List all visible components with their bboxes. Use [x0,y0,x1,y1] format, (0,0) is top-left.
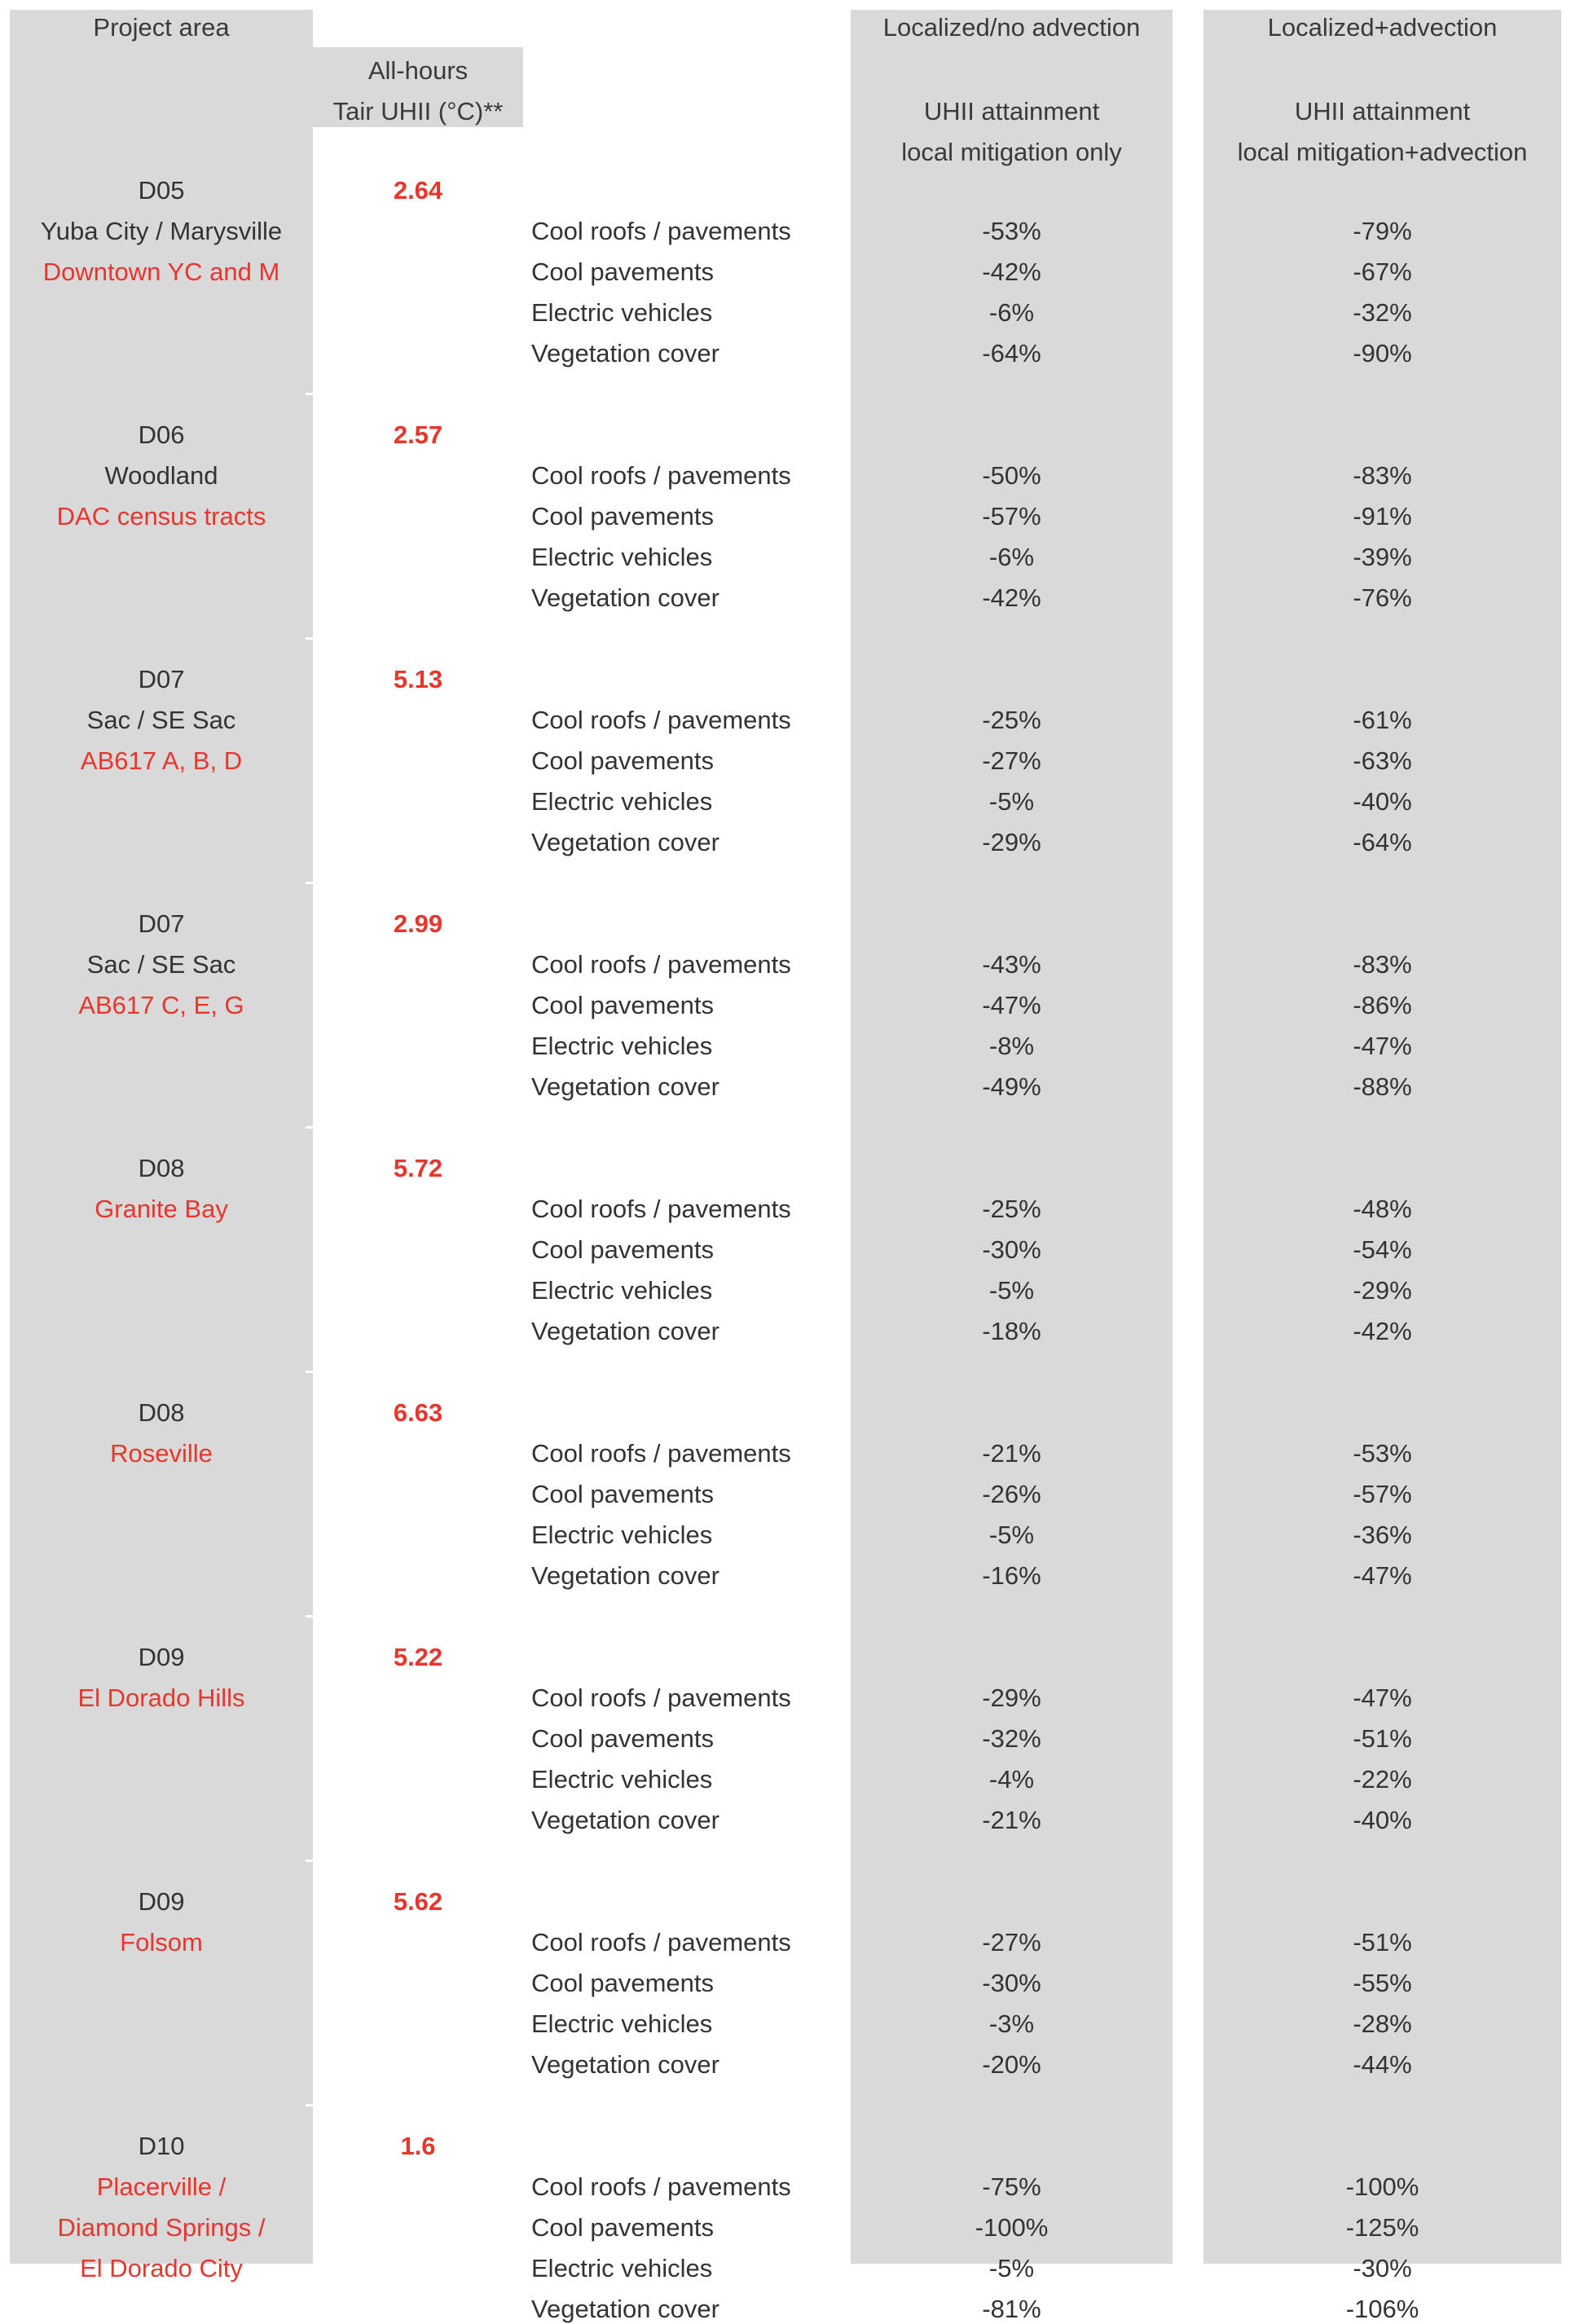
strategy-name: Electric vehicles [531,2009,713,2038]
strategy-name: Vegetation cover [531,1317,719,1345]
strategy-name: Cool pavements [531,502,715,530]
strategy-name: Cool roofs / pavements [531,1684,791,1712]
project-area-column-band [10,10,313,2264]
uhii-value: 5.62 [393,1887,443,1916]
advection-value: -47% [1353,1684,1412,1712]
strategy-name: Vegetation cover [531,828,719,856]
uhii-value: 2.99 [393,909,443,938]
advection-value: -64% [1353,828,1412,856]
uhii-value: 5.13 [393,665,443,693]
strategy-name: Vegetation cover [531,1806,719,1834]
advection-value: -40% [1353,1806,1412,1834]
strategy-name: Cool pavements [531,2213,715,2242]
header-no-advection-sub [851,91,1173,173]
strategy-name: Cool pavements [531,991,715,1019]
no-advection-value: -18% [982,1317,1041,1345]
no-advection-value: -6% [988,298,1035,327]
no-advection-value: -5% [988,787,1035,816]
advection-value: -22% [1353,1765,1412,1794]
no-advection-value: -21% [982,1806,1041,1834]
project-area-name: Yuba City / Marysville [40,217,283,245]
no-advection-value: -25% [982,706,1041,734]
uhii-value: 2.64 [393,176,443,205]
project-area-name: El Dorado City [80,2254,243,2282]
advection-value: -47% [1353,1561,1412,1590]
uhii-value: 5.72 [393,1154,443,1182]
advection-value: -79% [1353,217,1412,245]
strategy-name: Electric vehicles [531,1521,713,1549]
no-advection-value: -30% [982,1969,1041,1997]
advection-value: -106% [1345,2295,1419,2323]
strategy-name: Cool roofs / pavements [531,217,791,245]
no-advection-value: -25% [982,1195,1041,1223]
header-no-advection-sub1: UHII attainment [923,97,1100,125]
advection-value: -86% [1353,991,1412,1019]
no-advection-value: -42% [982,583,1041,612]
project-area-name: Folsom [120,1928,203,1956]
header-advection-sub1: UHII attainment [1294,97,1471,125]
advection-value: -88% [1353,1072,1412,1101]
strategy-name: Electric vehicles [531,543,713,571]
strategy-name: Cool roofs / pavements [531,1439,791,1468]
uhii-value: 2.57 [393,420,443,449]
no-advection-value: -3% [988,2009,1035,2038]
strategy-name: Cool roofs / pavements [531,706,791,734]
no-advection-value: -81% [982,2295,1041,2323]
project-area-name: Downtown YC and M [42,257,280,286]
strategy-name: Cool roofs / pavements [531,2172,791,2201]
project-area-name: DAC census tracts [56,502,266,530]
header-uhii-line2: Tair UHII (°C)** [332,97,504,125]
advection-value: -51% [1353,1928,1412,1956]
project-code: D09 [138,1643,185,1671]
project-area-name: Granite Bay [95,1195,228,1223]
project-area-name: Roseville [110,1439,213,1468]
row-separator [306,1860,313,1862]
strategy-name: Cool roofs / pavements [531,461,791,490]
advection-value: -76% [1353,583,1412,612]
advection-value: -32% [1353,298,1412,327]
project-area-name: AB617 A, B, D [80,746,243,775]
row-separator [306,1615,313,1618]
advection-value: -54% [1353,1235,1412,1264]
no-advection-value: -42% [982,257,1041,286]
project-code: D07 [138,665,185,693]
no-advection-value: -49% [982,1072,1041,1101]
advection-value: -61% [1353,706,1412,734]
strategy-name: Vegetation cover [531,2050,719,2079]
header-advection-title: Localized+advection [1267,13,1498,42]
strategy-name: Electric vehicles [531,1032,713,1060]
no-advection-value: -57% [982,502,1041,530]
project-code: D08 [138,1398,185,1427]
no-advection-value: -43% [982,950,1041,979]
no-advection-value: -64% [982,339,1041,368]
strategy-name: Electric vehicles [531,1276,713,1305]
strategy-name: Cool pavements [531,1724,715,1753]
no-advection-value: -32% [982,1724,1041,1753]
project-code: D07 [138,909,185,938]
strategy-name: Vegetation cover [531,339,719,368]
strategy-name: Electric vehicles [531,2254,713,2282]
advection-value: -40% [1353,787,1412,816]
project-code: D06 [138,420,185,449]
strategy-name: Vegetation cover [531,2295,719,2323]
project-code: D09 [138,1887,185,1916]
no-advection-value: -29% [982,828,1041,856]
no-advection-value: -50% [982,461,1041,490]
strategy-name: Cool roofs / pavements [531,1928,791,1956]
no-advection-value: -75% [982,2172,1041,2201]
row-separator [306,1126,313,1129]
advection-value: -39% [1353,543,1412,571]
strategy-name: Vegetation cover [531,1072,719,1101]
strategy-name: Vegetation cover [531,1561,719,1590]
project-code: D10 [138,2132,185,2160]
row-separator [306,2104,313,2106]
uhii-value: 6.63 [393,1398,443,1427]
strategy-name: Electric vehicles [531,787,713,816]
header-advection-sub [1204,91,1561,173]
project-area-name: Sac / SE Sac [86,950,236,979]
strategy-name: Electric vehicles [531,1765,713,1794]
strategy-name: Electric vehicles [531,298,713,327]
advection-value: -48% [1353,1195,1412,1223]
advection-value: -90% [1353,339,1412,368]
advection-value: -57% [1353,1480,1412,1508]
advection-value: -100% [1345,2172,1419,2201]
advection-value: -83% [1353,461,1412,490]
no-advection-value: -29% [982,1684,1041,1712]
advection-value: -36% [1353,1521,1412,1549]
header-project-area: Project area [93,13,230,42]
advection-value: -30% [1353,2254,1412,2282]
advection-value: -55% [1353,1969,1412,1997]
project-area-name: Woodland [104,461,218,490]
advection-value: -53% [1353,1439,1412,1468]
no-advection-value: -30% [982,1235,1041,1264]
header-uhii-line1: All-hours [367,56,469,85]
no-advection-value: -27% [982,746,1041,775]
no-advection-value: -26% [982,1480,1041,1508]
advection-value: -29% [1353,1276,1412,1305]
advection-value: -67% [1353,257,1412,286]
uhii-value: 1.6 [400,2132,436,2160]
no-advection-value: -6% [988,543,1035,571]
project-area-name: El Dorado Hills [77,1684,245,1712]
row-separator [306,393,313,395]
no-advection-value: -16% [982,1561,1041,1590]
project-area-name: Placerville / [96,2172,227,2201]
no-advection-value: -27% [982,1928,1041,1956]
strategy-name: Cool pavements [531,1480,715,1508]
strategy-name: Cool pavements [531,1235,715,1264]
project-code: D08 [138,1154,185,1182]
no-advection-value: -21% [982,1439,1041,1468]
header-no-advection-sub2: local mitigation only [901,138,1122,166]
advection-value: -44% [1353,2050,1412,2079]
strategy-name: Cool roofs / pavements [531,1195,791,1223]
row-separator [306,637,313,640]
advection-value: -51% [1353,1724,1412,1753]
strategy-name: Cool pavements [531,746,715,775]
no-advection-value: -4% [988,1765,1035,1794]
project-area-name: Diamond Springs / [57,2213,266,2242]
strategy-name: Cool pavements [531,257,715,286]
header-uhii [313,51,523,132]
no-advection-value: -5% [988,1276,1035,1305]
no-advection-value: -100% [975,2213,1049,2242]
advection-value: -83% [1353,950,1412,979]
header-advection-sub2: local mitigation+advection [1237,138,1528,166]
strategy-name: Cool pavements [531,1969,715,1997]
advection-value: -125% [1345,2213,1419,2242]
project-area-name: Sac / SE Sac [86,706,236,734]
no-advection-value: -5% [988,1521,1035,1549]
project-area-name: AB617 C, E, G [78,991,244,1019]
advection-value: -28% [1353,2009,1412,2038]
strategy-name: Vegetation cover [531,583,719,612]
advection-value: -91% [1353,502,1412,530]
project-code: D05 [138,176,185,205]
uhii-value: 5.22 [393,1643,443,1671]
no-advection-value: -53% [982,217,1041,245]
advection-value: -63% [1353,746,1412,775]
advection-value: -42% [1353,1317,1412,1345]
row-separator [306,1371,313,1373]
no-advection-value: -20% [982,2050,1041,2079]
row-separator [306,882,313,884]
header-no-advection-title: Localized/no advection [882,13,1141,42]
no-advection-value: -5% [988,2254,1035,2282]
no-advection-value: -8% [988,1032,1035,1060]
advection-value: -47% [1353,1032,1412,1060]
strategy-name: Cool roofs / pavements [531,950,791,979]
no-advection-value: -47% [982,991,1041,1019]
